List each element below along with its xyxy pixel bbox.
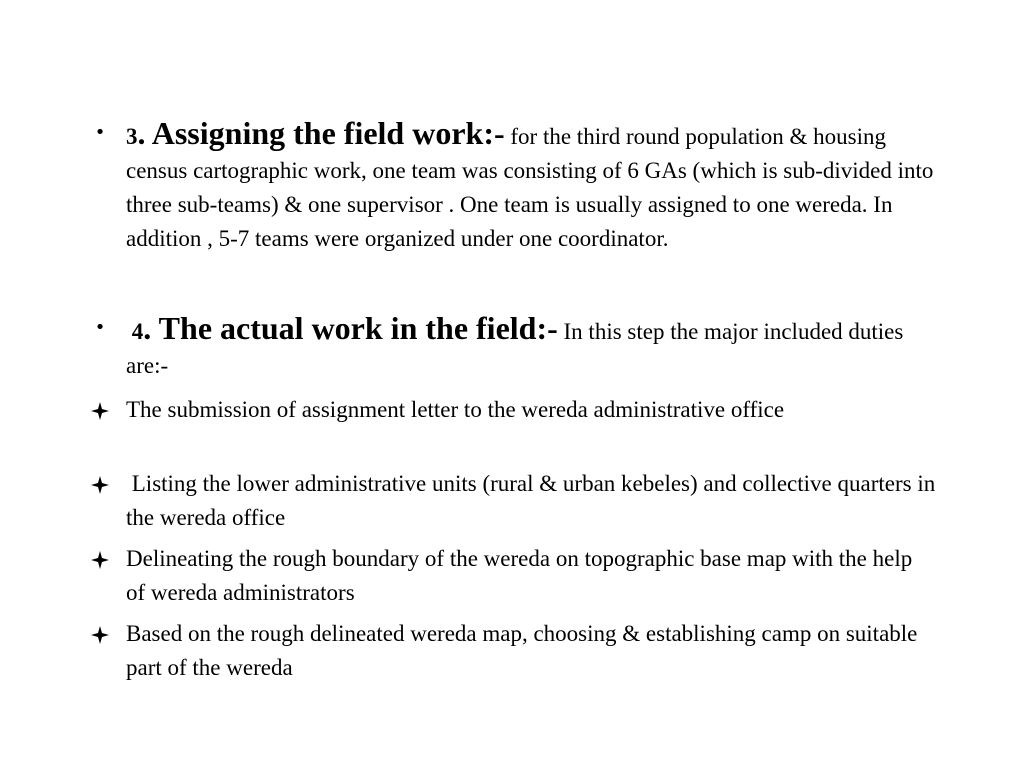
bullet-item-actual-work — [94, 310, 936, 383]
bullet-item-assigning-field-work — [94, 115, 936, 256]
bullet-number: 4 — [131, 319, 144, 344]
duty-text: Listing the lower administrative units (rural & urban kebeles) and collective quarters in the wereda office — [126, 471, 941, 530]
diamond-bullet-icon — [91, 551, 109, 569]
bullet-dot-icon: • — [94, 317, 106, 338]
duty-text: The submission of assignment letter to the wereda administrative office — [126, 397, 785, 422]
bullet-text: In this step the major included duties are:- — [126, 319, 904, 378]
diamond-bullet-icon — [91, 402, 109, 420]
bullet-text: for the third round population & housing census cartographic work, one team was consisting of 6 GAs (which is sub-divided into three sub-teams) & one supervisor . One team is usually assigned to one wereda. In addition , 5-7 teams were organized under one coordinator. — [126, 124, 934, 251]
diamond-bullet-icon — [91, 626, 109, 644]
duty-text: Delineating the rough boundary of the wereda on topographic base map with the help of wereda administrators — [126, 546, 913, 605]
duty-item-camp — [126, 617, 936, 685]
duty-text: Based on the rough delineated wereda map, choosing & establishing camp on suitable part of the wereda — [126, 621, 918, 680]
bullet-heading: . The actual work in the field:- — [143, 310, 558, 346]
bullet-heading: . Assigning the field work:- — [137, 115, 505, 151]
bullet-number: 3 — [126, 124, 138, 149]
duty-item-listing — [126, 467, 941, 535]
duty-item-delineating — [126, 542, 936, 610]
bullet-dot-icon: • — [94, 122, 106, 143]
diamond-bullet-icon — [91, 476, 109, 494]
duty-item-submission — [126, 393, 936, 427]
